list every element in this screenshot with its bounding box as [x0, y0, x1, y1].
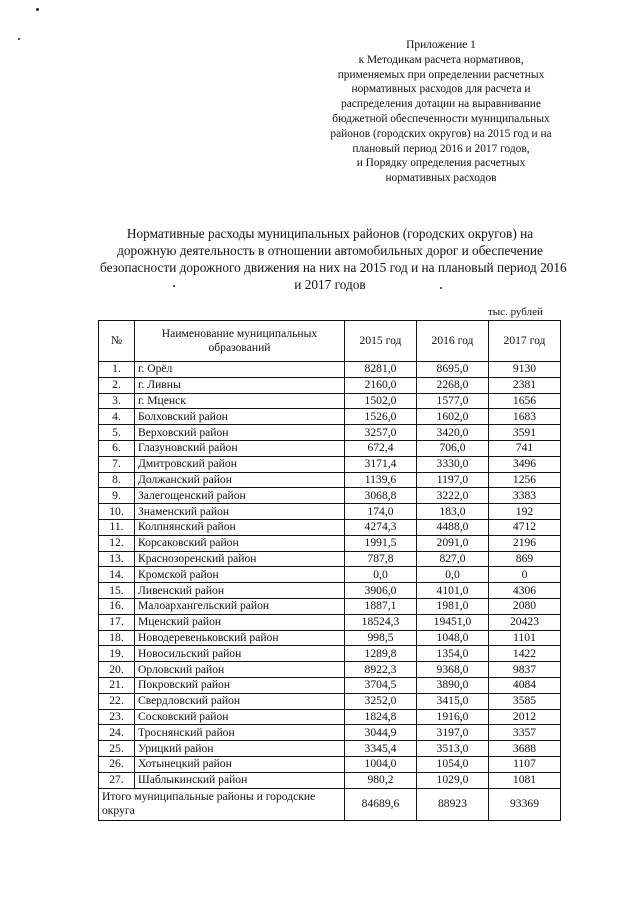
row-2016: 4488,0 [417, 519, 489, 535]
table-row [99, 567, 561, 583]
row-number: 17. [99, 614, 135, 630]
row-2015: 3906,0 [345, 583, 417, 599]
row-2017: 4306 [489, 583, 561, 599]
row-2017: 1101 [489, 630, 561, 646]
row-2016: 19451,0 [417, 614, 489, 630]
row-name: Залегощенский район [135, 488, 345, 504]
table-row [99, 519, 561, 535]
row-number: 24. [99, 725, 135, 741]
row-2017: 3688 [489, 741, 561, 757]
row-number: 15. [99, 583, 135, 599]
row-2015: 8281,0 [345, 362, 417, 378]
row-2017: 1683 [489, 409, 561, 425]
row-number: 12. [99, 535, 135, 551]
row-2016: 2268,0 [417, 377, 489, 393]
table-body [99, 362, 561, 789]
row-2017: 1081 [489, 772, 561, 788]
row-name: Корсаковский район [135, 535, 345, 551]
table-row [99, 425, 561, 441]
row-2017: 3496 [489, 456, 561, 472]
row-name: Болховский район [135, 409, 345, 425]
table-row [99, 583, 561, 599]
title-line: безопасности дорожного движения на них на 2015 год и на плановый период 2016 [100, 260, 567, 275]
row-2016: 4101,0 [417, 583, 489, 599]
table-row [99, 614, 561, 630]
row-name: г. Орёл [135, 362, 345, 378]
scan-speck [18, 38, 20, 40]
row-2017: 3585 [489, 693, 561, 709]
row-2016: 1029,0 [417, 772, 489, 788]
row-number: 20. [99, 662, 135, 678]
row-name: Новодеревеньковский район [135, 630, 345, 646]
appendix-line: нормативных расходов [385, 172, 497, 185]
row-2015: 1139,6 [345, 472, 417, 488]
row-name: Хотынецкий район [135, 756, 345, 772]
row-name: Троснянский район [135, 725, 345, 741]
appendix-line: применяемых при определении расчетных [337, 68, 545, 81]
row-name: Кромской район [135, 567, 345, 583]
row-number: 27. [99, 772, 135, 788]
row-2016: 8695,0 [417, 362, 489, 378]
row-number: 6. [99, 440, 135, 456]
row-name: Малоархангельский район [135, 598, 345, 614]
appendix-line: нормативных расходов для расчета и [351, 83, 531, 96]
row-2016: 3415,0 [417, 693, 489, 709]
appendix-header [300, 38, 582, 186]
row-2015: 3252,0 [345, 693, 417, 709]
row-2016: 183,0 [417, 504, 489, 520]
table-row [99, 630, 561, 646]
row-2015: 3171,4 [345, 456, 417, 472]
row-name: Покровский район [135, 677, 345, 693]
row-2015: 8922,3 [345, 662, 417, 678]
row-2017: 4712 [489, 519, 561, 535]
table-row [99, 772, 561, 788]
row-2017: 1256 [489, 472, 561, 488]
row-2017: 741 [489, 440, 561, 456]
row-name: Глазуновский район [135, 440, 345, 456]
header-2015: 2015 год [345, 321, 417, 362]
appendix-line: распределения дотации на выравнивание [341, 98, 541, 111]
table-row [99, 725, 561, 741]
scan-speck [36, 8, 39, 11]
title-line: дорожную деятельность в отношении автомобильных дорог и обеспечение [117, 243, 543, 258]
row-2017: 869 [489, 551, 561, 567]
table-row [99, 598, 561, 614]
row-number: 19. [99, 646, 135, 662]
row-2017: 2381 [489, 377, 561, 393]
row-2015: 3068,8 [345, 488, 417, 504]
units-label: тыс. рублей [488, 306, 543, 318]
row-2015: 672,4 [345, 440, 417, 456]
row-2015: 18524,3 [345, 614, 417, 630]
row-2016: 3513,0 [417, 741, 489, 757]
row-2017: 3383 [489, 488, 561, 504]
header-name: Наименование муниципальных образований [135, 321, 345, 362]
table-header-row [99, 321, 561, 362]
row-2016: 9368,0 [417, 662, 489, 678]
row-2017: 2196 [489, 535, 561, 551]
row-number: 1. [99, 362, 135, 378]
total-label: Итого муниципальные районы и городские округа [99, 788, 345, 820]
row-name: г. Мценск [135, 393, 345, 409]
row-2016: 2091,0 [417, 535, 489, 551]
row-number: 13. [99, 551, 135, 567]
row-2017: 192 [489, 504, 561, 520]
row-2017: 2012 [489, 709, 561, 725]
row-number: 7. [99, 456, 135, 472]
total-2015: 84689,6 [345, 788, 417, 820]
table-row [99, 756, 561, 772]
row-2017: 1656 [489, 393, 561, 409]
row-2016: 706,0 [417, 440, 489, 456]
row-2015: 1502,0 [345, 393, 417, 409]
row-2015: 1824,8 [345, 709, 417, 725]
row-name: Свердловский район [135, 693, 345, 709]
document-title [100, 225, 567, 293]
title-line: Нормативные расходы муниципальных районов (городских округов) на [126, 226, 534, 241]
row-2017: 4084 [489, 677, 561, 693]
row-2015: 3044,9 [345, 725, 417, 741]
row-2015: 4274,3 [345, 519, 417, 535]
title-line: и 2017 годов [294, 277, 366, 292]
total-2017: 93369 [489, 788, 561, 820]
table-row [99, 646, 561, 662]
row-2017: 9837 [489, 662, 561, 678]
row-number: 8. [99, 472, 135, 488]
row-number: 22. [99, 693, 135, 709]
row-2016: 1048,0 [417, 630, 489, 646]
row-2015: 1526,0 [345, 409, 417, 425]
total-2016: 88923 [417, 788, 489, 820]
row-name: Новосильский район [135, 646, 345, 662]
row-number: 11. [99, 519, 135, 535]
row-2016: 0,0 [417, 567, 489, 583]
row-2015: 3345,4 [345, 741, 417, 757]
row-name: Верховский район [135, 425, 345, 441]
row-name: Урицкий район [135, 741, 345, 757]
header-number: № [99, 321, 135, 362]
row-2017: 0 [489, 567, 561, 583]
row-2017: 2080 [489, 598, 561, 614]
row-name: Сосковский район [135, 709, 345, 725]
row-number: 23. [99, 709, 135, 725]
table-row [99, 440, 561, 456]
table-row [99, 488, 561, 504]
row-name: Ливенский район [135, 583, 345, 599]
row-2016: 1916,0 [417, 709, 489, 725]
total-row [99, 788, 561, 820]
appendix-line: бюджетной обеспеченности муниципальных [332, 112, 550, 125]
row-2015: 3257,0 [345, 425, 417, 441]
header-2016: 2016 год [417, 321, 489, 362]
row-2016: 1054,0 [417, 756, 489, 772]
row-2017: 1107 [489, 756, 561, 772]
appendix-line: районов (городских округов) на 2015 год и на [330, 127, 552, 140]
row-number: 18. [99, 630, 135, 646]
row-2015: 174,0 [345, 504, 417, 520]
row-2016: 3330,0 [417, 456, 489, 472]
row-name: Мценский район [135, 614, 345, 630]
row-2017: 9130 [489, 362, 561, 378]
table-row [99, 456, 561, 472]
row-2016: 1354,0 [417, 646, 489, 662]
table-row [99, 409, 561, 425]
row-name: Орловский район [135, 662, 345, 678]
row-2016: 1577,0 [417, 393, 489, 409]
row-2015: 3704,5 [345, 677, 417, 693]
row-2015: 787,8 [345, 551, 417, 567]
table-row [99, 362, 561, 378]
row-2015: 1991,5 [345, 535, 417, 551]
table-row [99, 709, 561, 725]
appendix-line: плановый период 2016 и 2017 годов, [352, 142, 530, 155]
row-number: 16. [99, 598, 135, 614]
row-2015: 1887,1 [345, 598, 417, 614]
row-name: Должанский район [135, 472, 345, 488]
row-2017: 1422 [489, 646, 561, 662]
row-2015: 1289,8 [345, 646, 417, 662]
row-name: Знаменский район [135, 504, 345, 520]
row-number: 26. [99, 756, 135, 772]
appendix-line: Приложение 1 [406, 39, 476, 51]
row-2017: 20423 [489, 614, 561, 630]
row-number: 5. [99, 425, 135, 441]
appendix-line: к Методикам расчета нормативов, [358, 53, 524, 66]
row-2015: 980,2 [345, 772, 417, 788]
table-row [99, 377, 561, 393]
table-row [99, 472, 561, 488]
table-row [99, 393, 561, 409]
row-2017: 3591 [489, 425, 561, 441]
row-number: 4. [99, 409, 135, 425]
row-2016: 1197,0 [417, 472, 489, 488]
row-number: 25. [99, 741, 135, 757]
row-number: 3. [99, 393, 135, 409]
row-number: 9. [99, 488, 135, 504]
table-row [99, 693, 561, 709]
row-name: Шаблыкинский район [135, 772, 345, 788]
expenses-table [98, 320, 561, 821]
row-2016: 3197,0 [417, 725, 489, 741]
row-2016: 1981,0 [417, 598, 489, 614]
row-2016: 3890,0 [417, 677, 489, 693]
row-2016: 1602,0 [417, 409, 489, 425]
row-2015: 1004,0 [345, 756, 417, 772]
row-number: 10. [99, 504, 135, 520]
row-number: 14. [99, 567, 135, 583]
header-2017: 2017 год [489, 321, 561, 362]
table-row [99, 741, 561, 757]
appendix-line: и Порядку определения расчетных [356, 157, 526, 170]
table-row [99, 535, 561, 551]
row-name: Дмитровский район [135, 456, 345, 472]
row-2015: 2160,0 [345, 377, 417, 393]
row-name: г. Ливны [135, 377, 345, 393]
row-number: 2. [99, 377, 135, 393]
table-row [99, 504, 561, 520]
row-name: Краснозоренский район [135, 551, 345, 567]
row-2016: 3420,0 [417, 425, 489, 441]
row-2015: 998,5 [345, 630, 417, 646]
row-2016: 827,0 [417, 551, 489, 567]
row-2017: 3357 [489, 725, 561, 741]
table-row [99, 677, 561, 693]
row-name: Колпнянский район [135, 519, 345, 535]
table-row [99, 662, 561, 678]
row-2015: 0,0 [345, 567, 417, 583]
row-2016: 3222,0 [417, 488, 489, 504]
row-number: 21. [99, 677, 135, 693]
table-row [99, 551, 561, 567]
